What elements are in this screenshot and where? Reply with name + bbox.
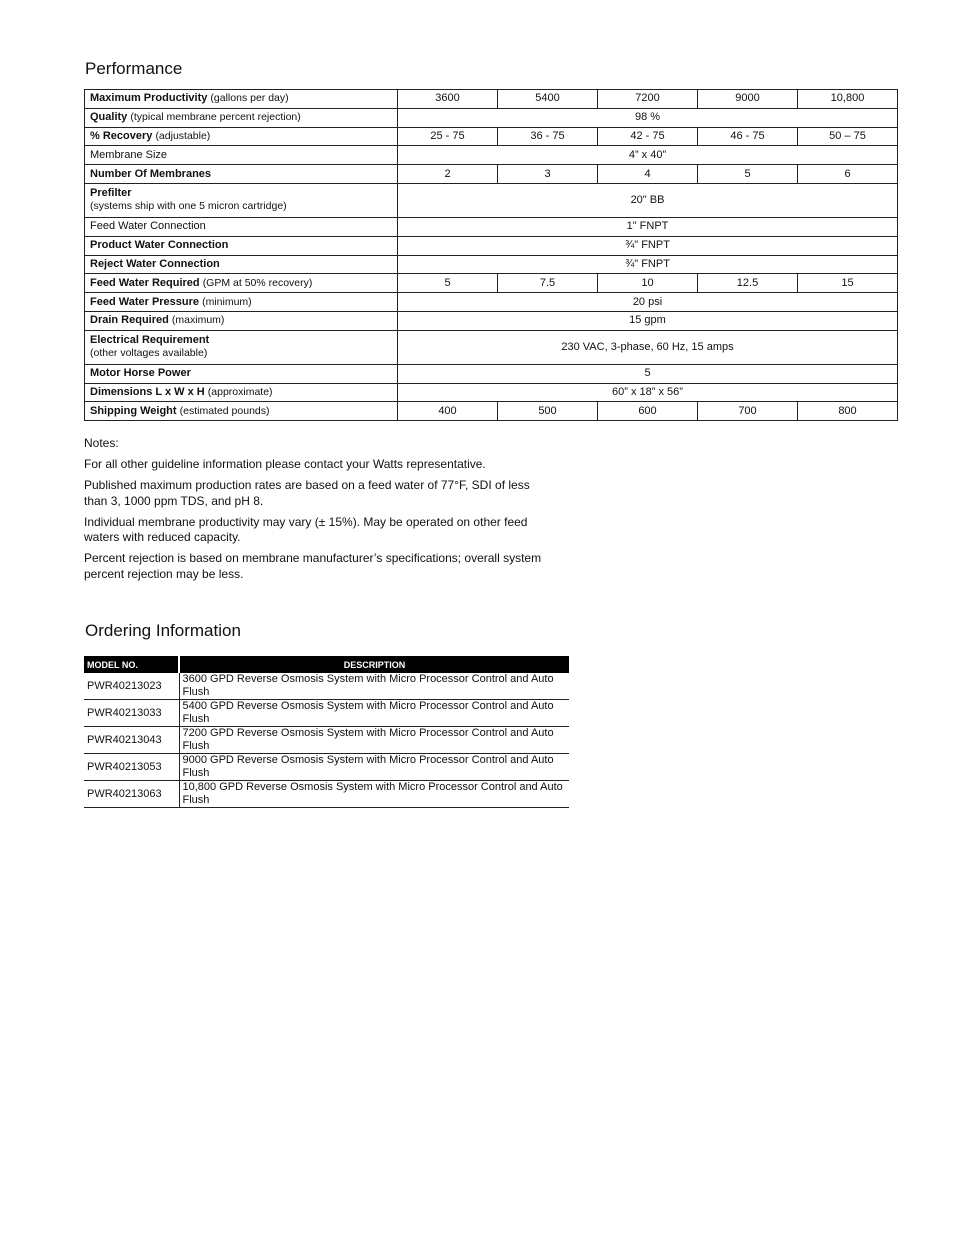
note-item: Published maximum production rates are based on a feed water of 77°F, SDI of less than 3, 1000 ppm TDS, and pH 8. [84,478,530,508]
value-cell: 7.5 [498,274,598,293]
value-cell: 46 - 75 [698,127,798,146]
row-label-main: Feed Water Required [90,276,200,289]
row-label-note: (estimated pounds) [179,404,270,417]
row-label-main: Feed Water Pressure [90,295,200,308]
note-item: For all other guideline information please contact your Watts representative. [84,457,486,471]
row-label-main: Dimensions L x W x H [90,385,205,398]
row-label [85,274,398,293]
value-cell: 50 – 75 [798,127,898,146]
value-cell: 25 - 75 [398,127,498,146]
ordering-title: Ordering Information [85,621,241,640]
ordering-table [84,656,569,808]
table-row [85,146,898,165]
note-item: Percent rejection is based on membrane manufacturer’s specifications; overall system percent rejection may be less. [84,551,542,581]
value-cell: 15 [798,274,898,293]
description-cell: 5400 GPD Reverse Osmosis System with Micro Processor Control and Auto Flush [179,700,569,727]
row-label-note: (gallons per day) [210,92,289,105]
table-row [85,293,898,312]
description-cell: 10,800 GPD Reverse Osmosis System with Micro Processor Control and Auto Flush [179,781,569,808]
table-row [85,274,898,293]
row-label-note: (other voltages available) [90,347,208,360]
row-label-main: Quality [90,111,128,124]
row-label-note: (systems ship with one 5 micron cartridge) [90,200,287,213]
row-label [85,90,398,109]
table-row [85,236,898,255]
table-header-row [84,656,569,673]
model-cell: PWR40213063 [84,781,179,808]
value-cell: 12.5 [698,274,798,293]
table-row [85,402,898,421]
value-cell: 5 [698,165,798,184]
performance-title: Performance [85,59,183,78]
note-item: Individual membrane productivity may vary (± 15%). May be operated on other feed waters with reduced capacity. [84,514,528,544]
row-label [85,293,398,312]
model-cell: PWR40213053 [84,754,179,781]
row-label [85,383,398,402]
row-label-main: Reject Water Connection [90,257,220,270]
value-cell-span: ¾" FNPT [398,236,898,255]
value-cell: 600 [598,402,698,421]
row-label-note: (minimum) [202,295,252,308]
table-row [85,255,898,274]
value-cell: 5 [398,274,498,293]
notes-section [84,436,554,588]
value-cell-span: 4” x 40” [398,146,898,165]
value-cell-span: ¾" FNPT [398,255,898,274]
row-label [85,183,398,217]
table-row [84,781,569,808]
row-label-main: Prefilter [90,187,132,200]
row-label-main: Membrane Size [90,148,168,161]
table-row [84,754,569,781]
table-row [85,364,898,383]
table-row [84,700,569,727]
value-cell-span: 20 psi [398,293,898,312]
row-label-main: Feed Water Connection [90,220,206,233]
performance-table [84,89,898,421]
description-cell: 9000 GPD Reverse Osmosis System with Micro Processor Control and Auto Flush [179,754,569,781]
row-label-note: (adjustable) [155,129,211,142]
row-label [85,364,398,383]
model-cell: PWR40213043 [84,727,179,754]
row-label-note: (typical membrane percent rejection) [130,111,301,124]
value-cell-span: 1" FNPT [398,217,898,236]
value-cell-span: 230 VAC, 3-phase, 60 Hz, 15 amps [398,330,898,364]
table-row [85,183,898,217]
value-cell: 7200 [598,90,698,109]
model-header: MODEL NO. [84,656,179,673]
value-cell: 3600 [398,90,498,109]
value-cell: 800 [798,402,898,421]
table-row [84,727,569,754]
table-row [85,108,898,127]
table-row [85,90,898,109]
value-cell: 3 [498,165,598,184]
value-cell: 700 [698,402,798,421]
value-cell: 6 [798,165,898,184]
value-cell-span: 60” x 18” x 56” [398,383,898,402]
value-cell-span: 5 [398,364,898,383]
row-label [85,236,398,255]
row-label [85,108,398,127]
value-cell-span: 15 gpm [398,311,898,330]
table-row [84,673,569,700]
value-cell: 42 - 75 [598,127,698,146]
table-row [85,127,898,146]
model-cell: PWR40213023 [84,673,179,700]
row-label-note: (maximum) [171,314,225,327]
value-cell: 400 [398,402,498,421]
value-cell: 4 [598,165,698,184]
table-row [85,165,898,184]
description-header: DESCRIPTION [179,656,569,673]
value-cell: 10,800 [798,90,898,109]
row-label [85,402,398,421]
value-cell-span: 20" BB [398,183,898,217]
model-cell: PWR40213033 [84,700,179,727]
value-cell: 10 [598,274,698,293]
row-label-note: (GPM at 50% recovery) [202,276,313,289]
row-label-main: Maximum Productivity [90,92,208,105]
row-label [85,330,398,364]
row-label-main: Product Water Connection [90,239,229,252]
description-cell: 3600 GPD Reverse Osmosis System with Micro Processor Control and Auto Flush [179,673,569,700]
value-cell: 500 [498,402,598,421]
row-label [85,217,398,236]
row-label-main: Motor Horse Power [90,367,191,380]
value-cell: 5400 [498,90,598,109]
value-cell: 36 - 75 [498,127,598,146]
notes-heading: Notes: [84,436,119,450]
row-label-main: Drain Required [90,314,169,327]
value-cell-span: 98 % [398,108,898,127]
table-row [85,330,898,364]
row-label-main: Electrical Requirement [90,334,210,347]
row-label-main: Number Of Membranes [90,167,212,180]
value-cell: 9000 [698,90,798,109]
table-row [85,217,898,236]
value-cell: 2 [398,165,498,184]
row-label-note: (approximate) [207,385,273,398]
table-row [85,383,898,402]
row-label [85,255,398,274]
row-label-main: Shipping Weight [90,404,177,417]
row-label [85,146,398,165]
row-label [85,165,398,184]
table-row [85,311,898,330]
row-label [85,311,398,330]
description-cell: 7200 GPD Reverse Osmosis System with Micro Processor Control and Auto Flush [179,727,569,754]
row-label-main: % Recovery [90,129,153,142]
row-label [85,127,398,146]
